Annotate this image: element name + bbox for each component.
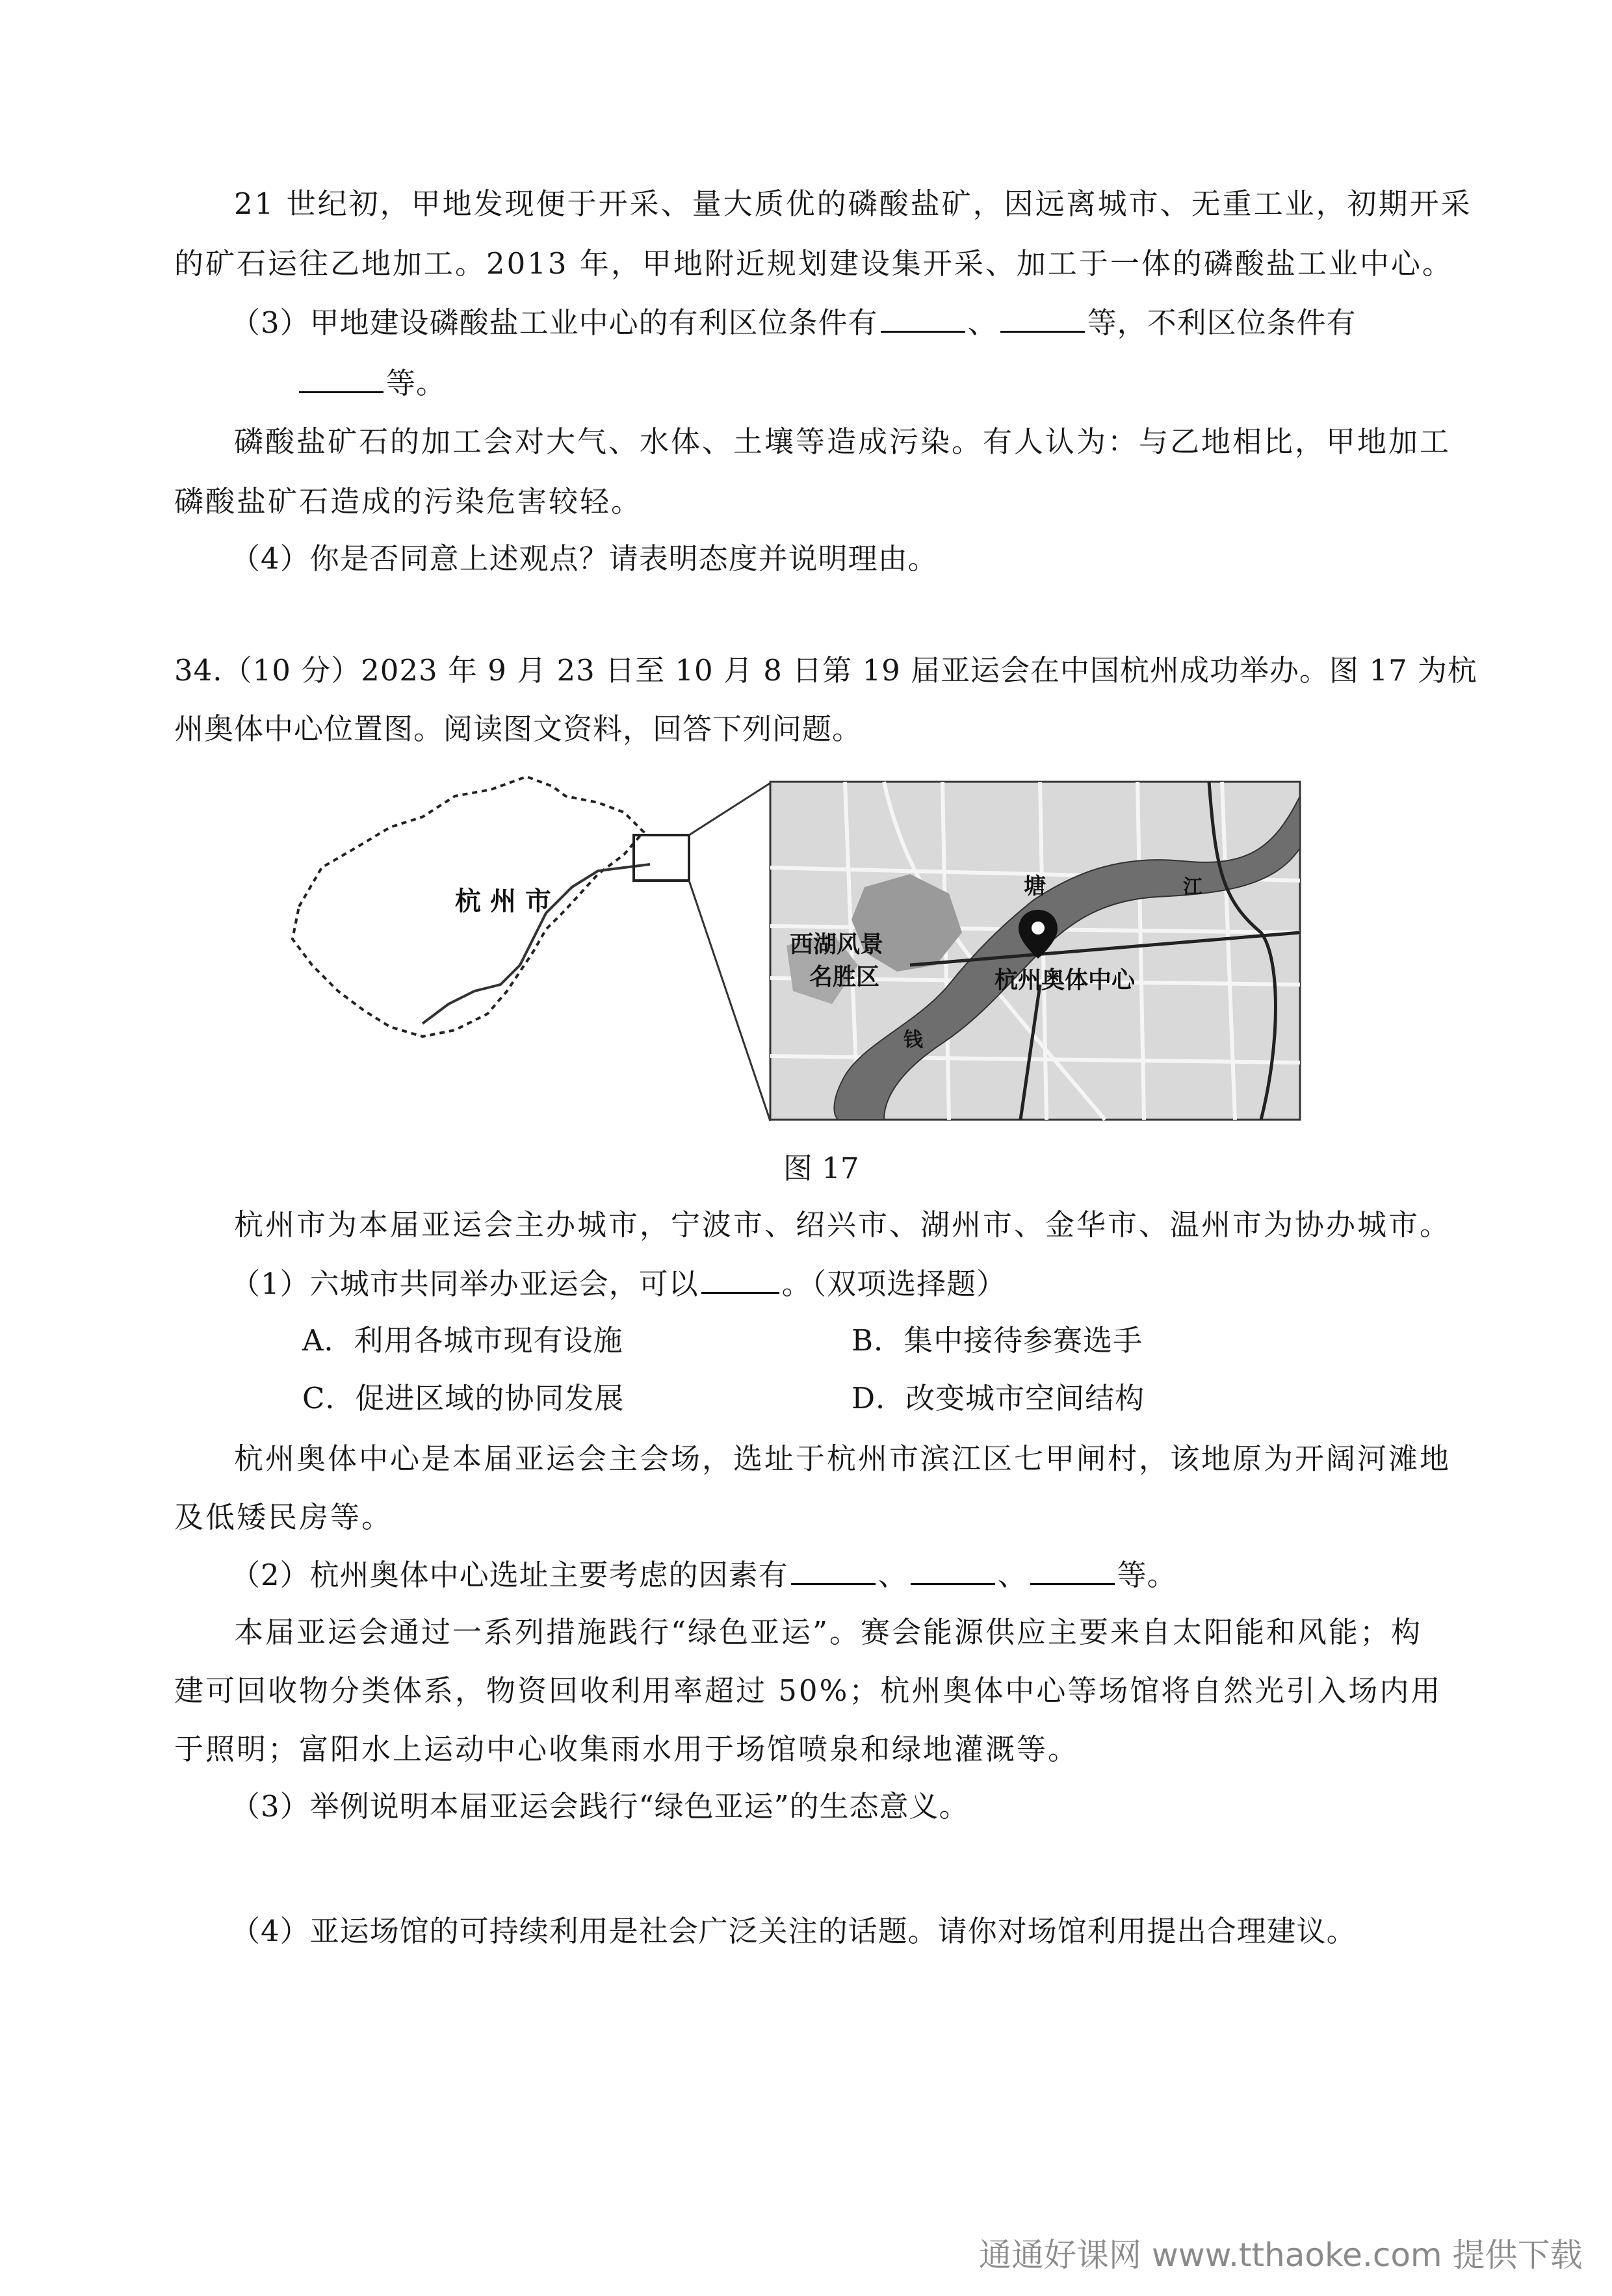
location-map [260,770,1326,1131]
question-34-2-end: 等。 [1117,1558,1177,1592]
answer-blank[interactable] [1030,1554,1115,1585]
paragraph-phosphate-line2: 的矿石运往乙地加工。2013 年，甲地附近规划建设集开采、加工于一体的磷酸盐工业中心。 [174,246,1453,281]
question-34-1-text-b: 。（双项选择题） [781,1267,1007,1301]
figure-caption: 图 17 [783,1151,859,1185]
figure-17-map [260,770,1326,1131]
question-33-3-text-b: 等，不利区位条件有 [1087,305,1357,340]
paragraph-phosphate-line1: 21 世纪初，甲地发现便于开采、量大质优的磷酸盐矿，因远离城市、无重工业，初期开采 [234,187,1472,221]
question-33-3-cont [299,363,446,403]
question-33-3-sep: 、 [967,305,998,340]
paragraph-site-line1: 杭州奥体中心是本届亚运会主会场，选址于杭州市滨江区七甲闸村，该地原为开阔河滩地 [234,1441,1451,1476]
label-city: 杭 州 市 [455,886,551,916]
answer-blank[interactable] [881,302,965,333]
question-34-2-text: （2）杭州奥体中心选址主要考虑的因素有 [231,1558,788,1592]
question-34-2-sep2: 、 [997,1558,1028,1592]
answer-blank[interactable] [791,1554,876,1585]
site-watermark: 通通好课网 www.tthaoke.com 提供下载 [979,2236,1583,2274]
question-34-4: （4）亚运场馆的可持续利用是社会广泛关注的话题。请你对场馆利用提出合理建议。 [231,1914,1357,1948]
question-34-2 [231,1554,1177,1595]
label-westlake-1: 西湖风景 [790,931,884,958]
paragraph-host-cities: 杭州市为本届亚运会主办城市，宁波市、绍兴市、湖州市、金华市、温州市为协办城市。 [234,1207,1451,1242]
question-34-intro-line1: 34.（10 分）2023 年 9 月 23 日至 10 月 8 日第 19 届亚运会在中国杭州成功举办。图 17 为杭 [174,653,1477,688]
question-33-3-text-a: （3）甲地建设磷酸盐工业中心的有利区位条件有 [231,305,878,340]
question-34-1-text-a: （1）六城市共同举办亚运会，可以 [231,1267,699,1301]
label-river-2: 江 [1183,876,1202,899]
paragraph-green-line2: 建可回收物分类体系，物资回收利用率超过 50%；杭州奥体中心等场馆将自然光引入场内用 [174,1673,1442,1708]
paragraph-site-line2: 及低矮民房等。 [174,1500,393,1534]
label-river-1: 塘 [1024,873,1046,899]
paragraph-pollution-line2: 磷酸盐矿石造成的污染危害较轻。 [174,484,643,519]
question-34-intro-line2: 州奥体中心位置图。阅读图文资料，回答下列问题。 [174,712,863,746]
option-c[interactable]: C．促进区域的协同发展 [302,1381,625,1415]
question-33-4: （4）你是否同意上述观点？请表明态度并说明理由。 [231,541,938,576]
label-sports-center: 杭州奥体中心 [994,967,1136,994]
answer-blank[interactable] [299,363,384,393]
question-33-3 [231,302,1357,342]
label-westlake-2: 名胜区 [809,964,880,990]
label-river-3: 钱 [904,1029,923,1051]
answer-blank[interactable] [701,1263,779,1294]
option-a[interactable]: A．利用各城市现有设施 [302,1323,623,1358]
paragraph-green-line3: 于照明；富阳水上运动中心收集雨水用于场馆喷泉和绿地灌溉等。 [174,1732,1080,1766]
question-34-2-sep1: 、 [878,1558,908,1592]
question-34-1 [231,1263,1006,1304]
question-34-3: （3）举例说明本届亚运会践行“绿色亚运”的生态意义。 [231,1789,969,1824]
inset-box [634,835,689,881]
paragraph-pollution-line1: 磷酸盐矿石的加工会对大气、水体、土壤等造成污染。有人认为：与乙地相比，甲地加工 [234,424,1451,459]
option-d[interactable]: D．改变城市空间结构 [852,1381,1145,1415]
option-b[interactable]: B．集中接待参赛选手 [852,1323,1143,1358]
paragraph-green-line1: 本届亚运会通过一系列措施践行“绿色亚运”。赛会能源供应主要来自太阳能和风能；构 [234,1615,1423,1649]
answer-blank[interactable] [911,1554,995,1585]
answer-blank[interactable] [1000,302,1085,333]
question-33-3-end: 等。 [386,366,447,400]
